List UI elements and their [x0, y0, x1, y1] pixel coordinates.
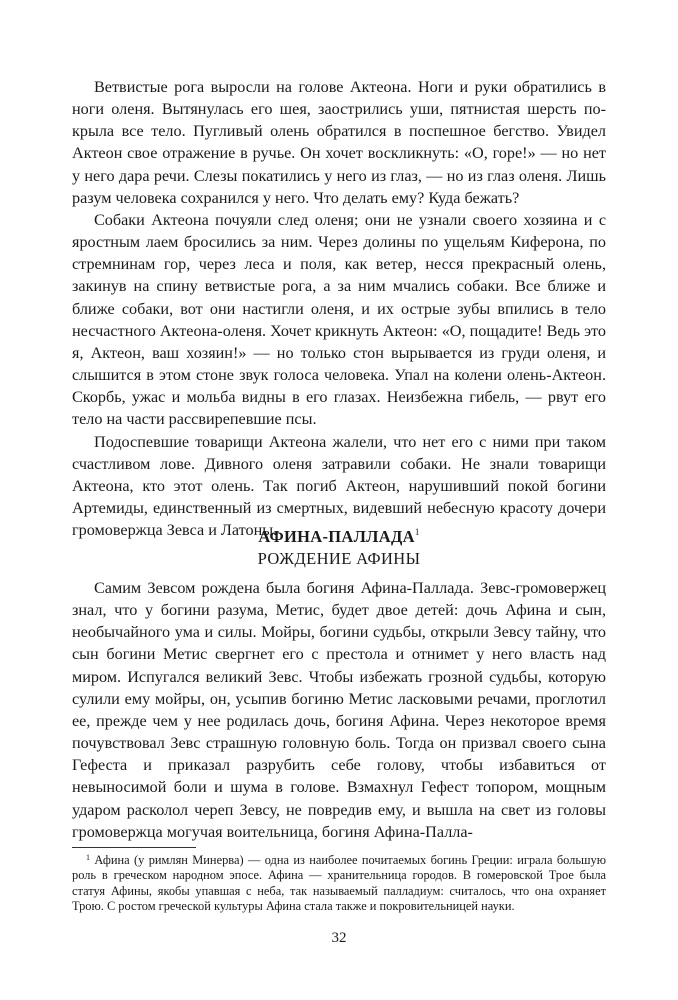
- footnote-text: Афина (у римлян Минерва) — одна из наиболее почитаемых богинь Греции: играла большую роль в греческом народном эпосе. Афина — хранительница городов. В гомеровской Трое была статуя Афины, якобы упавшая с неба, так называемый палладиум: считалось, что она охраняет Трою. С ростом греческой культуры Афина стала также и покровительницей науки.: [72, 853, 606, 913]
- chapter-title-text: АФИНА-ПАЛЛАДА: [258, 527, 415, 546]
- section-actaeon-ending: [72, 76, 606, 541]
- footnote-divider: [72, 847, 196, 848]
- paragraph: Ветвистые рога выросли на голове Актеона. Ноги и руки обратились в ноги оленя. Вытянулась его шея, заострились уши, пятнистая шерсть покрыла все тело. Пугливый олень обратился в поспешное бегство. Увидел Актеон свое отражение в ручье. Он хочет воскликнуть: «О, горе!» — но нет у него дара речи. Слезы покатились у него из глаз, — но из глаз оленя. Лишь разум человека сохранился у него. Что делать ему? Куда бежать?: [72, 78, 606, 207]
- paragraph: Собаки Актеона почуяли след оленя; они не узнали своего хозяина и с яростным лаем бросились за ним. Через долины по ущельям Киферона, по стремнинам гор, через леса и поля, как ветер, несся прекрасный олень, закинув на спину ветвистые рога, а за ним мчались собаки. Все ближе и ближе собаки, вот они настигли оленя, и их острые зубы впились в тело несчастного Актеона-оленя. Хочет крикнуть Актеон: «О, пощадите! Ведь это я, Актеон, ваш хозяин!» — но только стон вырывается из груди оленя, и слышится в этом стоне звук голоса человека. Упал на колени олень-Актеон. Скорбь, ужас и мольба видны в его глазах. Неизбежна гибель, — рвут его тело на части рассвирепевшие псы.: [72, 210, 606, 429]
- footnote-reference: 1: [414, 527, 420, 537]
- footnote: [72, 853, 606, 914]
- paragraph: Самим Зевсом рождена была богиня Афина-Паллада. Зевс-громовержец знал, что у богини разума, Метис, будет двое детей: дочь Афина и сын, необычайного ума и силы. Мойры, богини судьбы, открыли Зевсу тайну, что сын богини Метис свергнет его с престола и отнимет у него власть над миром. Испугался великий Зевс. Чтобы избежать грозной судьбы, которую сулили ему мойры, он, усыпив богиню Метис ласковыми речами, проглотил ее, прежде чем у нее родилась дочь, богиня Афина. Через некоторое время почувствовал Зевс страшную головную боль. Тогда он призвал своего сына Гефеста и приказал разрубить себе голову, чтобы избавиться от невыносимой боли и шума в голове. Взмахнул Гефест топором, мощным ударом расколол череп Зевсу, не повредив ему, и вышла на свет из головы громовержца могучая воительница, богиня Афина-Палла-: [72, 579, 606, 841]
- chapter-title: [72, 526, 606, 548]
- chapter-subtitle: РОЖДЕНИЕ АФИНЫ: [257, 549, 421, 568]
- footnote-mark: 1: [86, 853, 90, 862]
- section-athena-birth: [72, 577, 606, 843]
- paragraph: Подоспевшие товарищи Актеона жалели, что нет его с ними при таком счастливом лове. Дивного оленя затравили собаки. Не знали товарищи Актеона, кто этот олень. Так погиб Актеон, нарушивший покой богини Артемиды, единственный из смертных, видевший небесную красоту дочери громовержца Зевса и Латоны.: [72, 432, 606, 540]
- page-number: 32: [331, 930, 347, 946]
